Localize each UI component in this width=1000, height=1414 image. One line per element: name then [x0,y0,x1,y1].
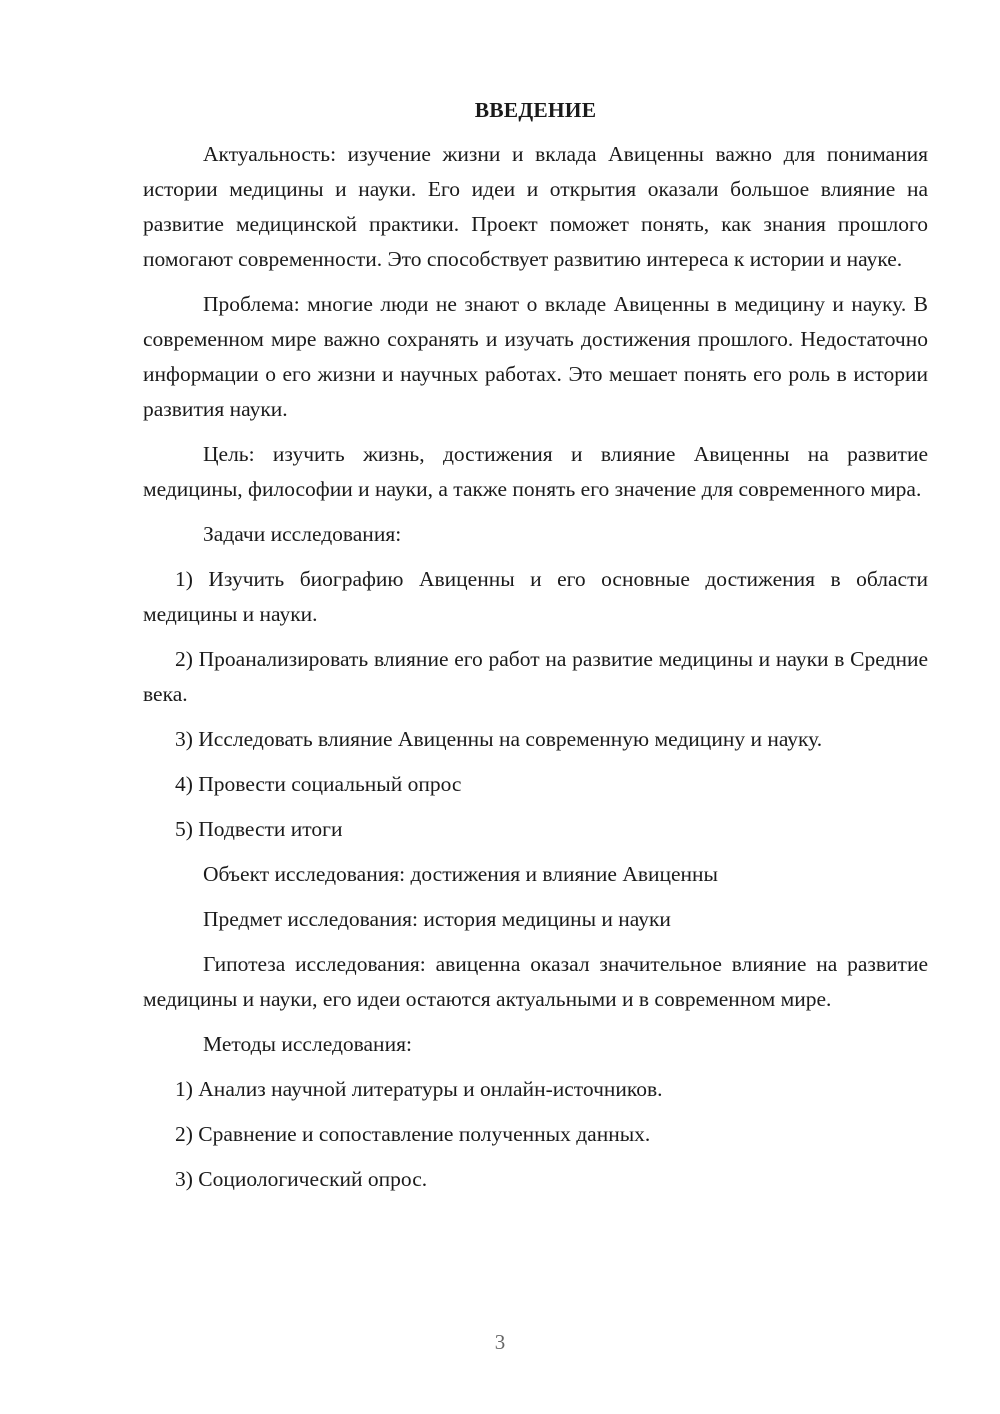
goal-paragraph: Цель: изучить жизнь, достижения и влияние Авиценны на развитие медицины, философии и науки, а также понять его значение для современного мира. [143,442,928,501]
page-number: 3 [494,1330,506,1354]
task-item: 3) Исследовать влияние Авиценны на современную медицину и науку. [175,727,823,751]
task-item: 2) Проанализировать влияние его работ на развитие медицины и науки в Средние века. [143,647,928,706]
task-item: 1) Изучить биографию Авиценны и его основные достижения в области медицины и науки. [143,567,928,626]
document-page [143,93,928,1207]
method-item: 2) Сравнение и сопоставление полученных данных. [175,1122,651,1146]
methods-heading: Методы исследования: [203,1032,412,1056]
task-item: 4) Провести социальный опрос [175,772,462,796]
hypothesis-paragraph: Гипотеза исследования: авиценна оказал значительное влияние на развитие медицины и науки, его идеи остаются актуальными и в современном мире. [143,952,928,1011]
problem-paragraph: Проблема: многие люди не знают о вкладе Авиценны в медицину и науку. В современном мире важно сохранять и изучать достижения прошлого. Недостаточно информации о его жизни и научных работах. Это мешает понять его роль в истории развития науки. [143,292,928,421]
method-item: 3) Социологический опрос. [175,1167,428,1191]
task-item: 5) Подвести итоги [175,817,343,841]
relevance-paragraph: Актуальность: изучение жизни и вклада Авиценны важно для понимания истории медицины и науки. Его идеи и открытия оказали большое влияние на развитие медицинской практики. Проект поможет понять, как знания прошлого помогают современности. Это способствует развитию интереса к истории и науке. [143,142,928,271]
tasks-heading: Задачи исследования: [203,522,402,546]
section-title: ВВЕДЕНИЕ [474,98,597,122]
method-item: 1) Анализ научной литературы и онлайн-источников. [175,1077,663,1101]
subject-paragraph: Предмет исследования: история медицины и науки [203,907,671,931]
object-paragraph: Объект исследования: достижения и влияние Авиценны [203,862,719,886]
